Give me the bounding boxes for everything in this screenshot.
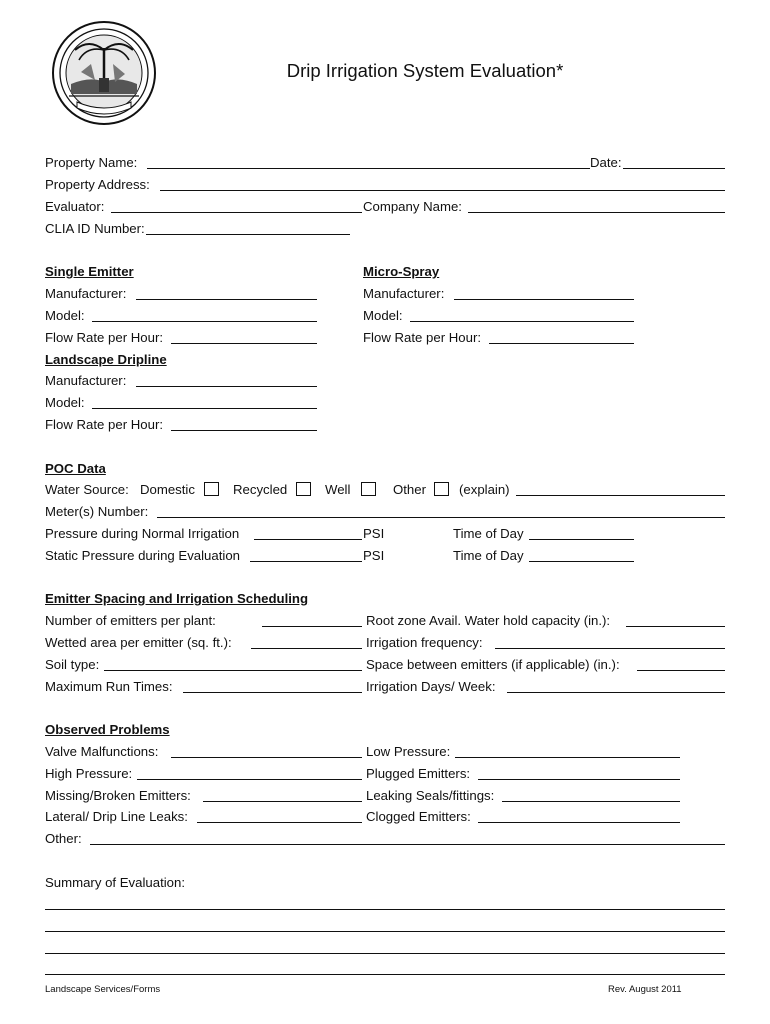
missing-broken-label: Missing/Broken Emitters: [45, 788, 191, 803]
micro-spray-model-field[interactable] [410, 321, 634, 322]
irrigation-frequency-field[interactable] [495, 648, 725, 649]
poc-heading-row [0, 460, 770, 478]
wetted-area-row [0, 634, 770, 652]
emitter-headings-row [0, 263, 770, 281]
spacing-heading-row [0, 590, 770, 608]
high-pressure-row [0, 765, 770, 783]
single-emitter-flow-field[interactable] [171, 343, 317, 344]
plugged-emitters-label: Plugged Emitters: [366, 766, 471, 781]
property-name-field[interactable] [147, 168, 590, 169]
soil-type-label: Soil type: [45, 657, 100, 672]
single-emitter-flow-label: Flow Rate per Hour: [45, 330, 163, 345]
space-between-field[interactable] [637, 670, 725, 671]
model-row [0, 307, 770, 325]
water-source-label: Water Source: [45, 482, 129, 497]
evaluator-label: Evaluator: [45, 199, 105, 214]
valve-malfunctions-field[interactable] [171, 757, 362, 758]
footer-revision: Rev. August 2011 [608, 984, 682, 995]
city-seal-logo [51, 20, 157, 126]
single-emitter-manufacturer-label: Manufacturer: [45, 286, 127, 301]
max-run-times-field[interactable] [183, 692, 362, 693]
max-run-row [0, 678, 770, 696]
dripline-manufacturer-field[interactable] [136, 386, 317, 387]
spacing-heading: Emitter Spacing and Irrigation Scheduling [45, 591, 309, 606]
summary-line-1[interactable] [45, 909, 725, 910]
company-name-label: Company Name: [363, 199, 462, 214]
single-emitter-model-label: Model: [45, 308, 85, 323]
single-emitter-manufacturer-field[interactable] [136, 299, 317, 300]
soil-type-row [0, 656, 770, 674]
problems-heading-row [0, 721, 770, 739]
micro-spray-manufacturer-label: Manufacturer: [363, 286, 445, 301]
dripline-model-field[interactable] [92, 408, 317, 409]
root-zone-label: Root zone Avail. Water hold capacity (in.): [366, 613, 611, 628]
well-option-label: Well [325, 482, 351, 497]
flow-rate-row [0, 329, 770, 347]
missing-broken-field[interactable] [203, 801, 362, 802]
soil-type-field[interactable] [104, 670, 362, 671]
recycled-option-label: Recycled [233, 482, 288, 497]
clogged-emitters-field[interactable] [478, 822, 680, 823]
domestic-checkbox[interactable] [204, 482, 219, 496]
dripline-manufacturer-label: Manufacturer: [45, 373, 127, 388]
dripline-heading-row [0, 351, 770, 369]
evaluator-field[interactable] [111, 212, 362, 213]
lateral-leaks-label: Lateral/ Drip Line Leaks: [45, 809, 188, 824]
well-checkbox[interactable] [361, 482, 376, 496]
evaluator-row [0, 198, 770, 216]
property-name-label: Property Name: [45, 155, 138, 170]
water-source-row [0, 481, 770, 499]
psi-unit-1: PSI [363, 526, 385, 541]
property-address-label: Property Address: [45, 177, 150, 192]
static-pressure-label: Static Pressure during Evaluation [45, 548, 240, 563]
psi-unit-2: PSI [363, 548, 385, 563]
other-row [0, 830, 770, 848]
valve-row [0, 743, 770, 761]
space-between-label: Space between emitters (if applicable) (in.): [366, 657, 620, 672]
meters-label: Meter(s) Number: [45, 504, 149, 519]
summary-row [0, 874, 770, 892]
static-pressure-field[interactable] [250, 561, 362, 562]
clia-label: CLIA ID Number: [45, 221, 145, 236]
time-of-day-field-1[interactable] [529, 539, 634, 540]
micro-spray-flow-label: Flow Rate per Hour: [363, 330, 481, 345]
date-label: Date: [590, 155, 622, 170]
observed-problems-heading: Observed Problems [45, 722, 170, 737]
dripline-manufacturer-row [0, 372, 770, 390]
property-name-row [0, 154, 770, 172]
high-pressure-label: High Pressure: [45, 766, 133, 781]
date-field[interactable] [623, 168, 725, 169]
property-address-row [0, 176, 770, 194]
recycled-checkbox[interactable] [296, 482, 311, 496]
other-option-label: Other [393, 482, 426, 497]
time-of-day-label-1: Time of Day [453, 526, 524, 541]
dripline-flow-row [0, 416, 770, 434]
single-emitter-model-field[interactable] [92, 321, 317, 322]
clogged-emitters-label: Clogged Emitters: [366, 809, 471, 824]
time-of-day-field-2[interactable] [529, 561, 634, 562]
landscape-dripline-heading: Landscape Dripline [45, 352, 167, 367]
micro-spray-heading: Micro-Spray [363, 264, 440, 279]
plugged-emitters-field[interactable] [478, 779, 680, 780]
low-pressure-label: Low Pressure: [366, 744, 451, 759]
lateral-leaks-field[interactable] [197, 822, 362, 823]
form-title: Drip Irrigation System Evaluation* [286, 60, 564, 81]
explain-field[interactable] [516, 495, 725, 496]
manufacturer-row [0, 285, 770, 303]
company-name-field[interactable] [468, 212, 725, 213]
summary-label: Summary of Evaluation: [45, 875, 185, 890]
single-emitter-heading: Single Emitter [45, 264, 134, 279]
wetted-area-label: Wetted area per emitter (sq. ft.): [45, 635, 232, 650]
other-problems-field[interactable] [90, 844, 725, 845]
property-address-field[interactable] [160, 190, 725, 191]
dripline-model-label: Model: [45, 395, 85, 410]
explain-label: (explain) [459, 482, 510, 497]
high-pressure-field[interactable] [137, 779, 362, 780]
summary-line-3[interactable] [45, 953, 725, 954]
domestic-option-label: Domestic [140, 482, 195, 497]
pressure-normal-row [0, 525, 770, 543]
root-zone-field[interactable] [626, 626, 725, 627]
summary-line-4[interactable] [45, 974, 725, 975]
micro-spray-manufacturer-field[interactable] [454, 299, 634, 300]
micro-spray-model-label: Model: [363, 308, 403, 323]
clia-field[interactable] [146, 234, 350, 235]
dripline-flow-label: Flow Rate per Hour: [45, 417, 163, 432]
wetted-area-field[interactable] [251, 648, 362, 649]
emitters-per-plant-label: Number of emitters per plant: [45, 613, 216, 628]
valve-malfunctions-label: Valve Malfunctions: [45, 744, 159, 759]
leaking-seals-label: Leaking Seals/fittings: [366, 788, 495, 803]
static-pressure-row [0, 547, 770, 565]
micro-spray-flow-field[interactable] [489, 343, 634, 344]
dripline-flow-field[interactable] [171, 430, 317, 431]
low-pressure-field[interactable] [455, 757, 680, 758]
irrigation-frequency-label: Irrigation frequency: [366, 635, 483, 650]
meters-field[interactable] [157, 517, 725, 518]
other-checkbox[interactable] [434, 482, 449, 496]
clia-row [0, 220, 770, 238]
lateral-row [0, 808, 770, 826]
summary-line-2[interactable] [45, 931, 725, 932]
max-run-times-label: Maximum Run Times: [45, 679, 173, 694]
poc-data-heading: POC Data [45, 461, 106, 476]
leaking-seals-field[interactable] [502, 801, 680, 802]
time-of-day-label-2: Time of Day [453, 548, 524, 563]
meters-row [0, 503, 770, 521]
pressure-normal-label: Pressure during Normal Irrigation [45, 526, 240, 541]
missing-row [0, 787, 770, 805]
other-problems-label: Other: [45, 831, 82, 846]
emitters-per-plant-field[interactable] [262, 626, 362, 627]
dripline-model-row [0, 394, 770, 412]
footer-left: Landscape Services/Forms [45, 984, 161, 995]
irrigation-days-label: Irrigation Days/ Week: [366, 679, 496, 694]
irrigation-days-field[interactable] [507, 692, 725, 693]
emitters-per-plant-row [0, 612, 770, 630]
pressure-normal-field[interactable] [254, 539, 362, 540]
